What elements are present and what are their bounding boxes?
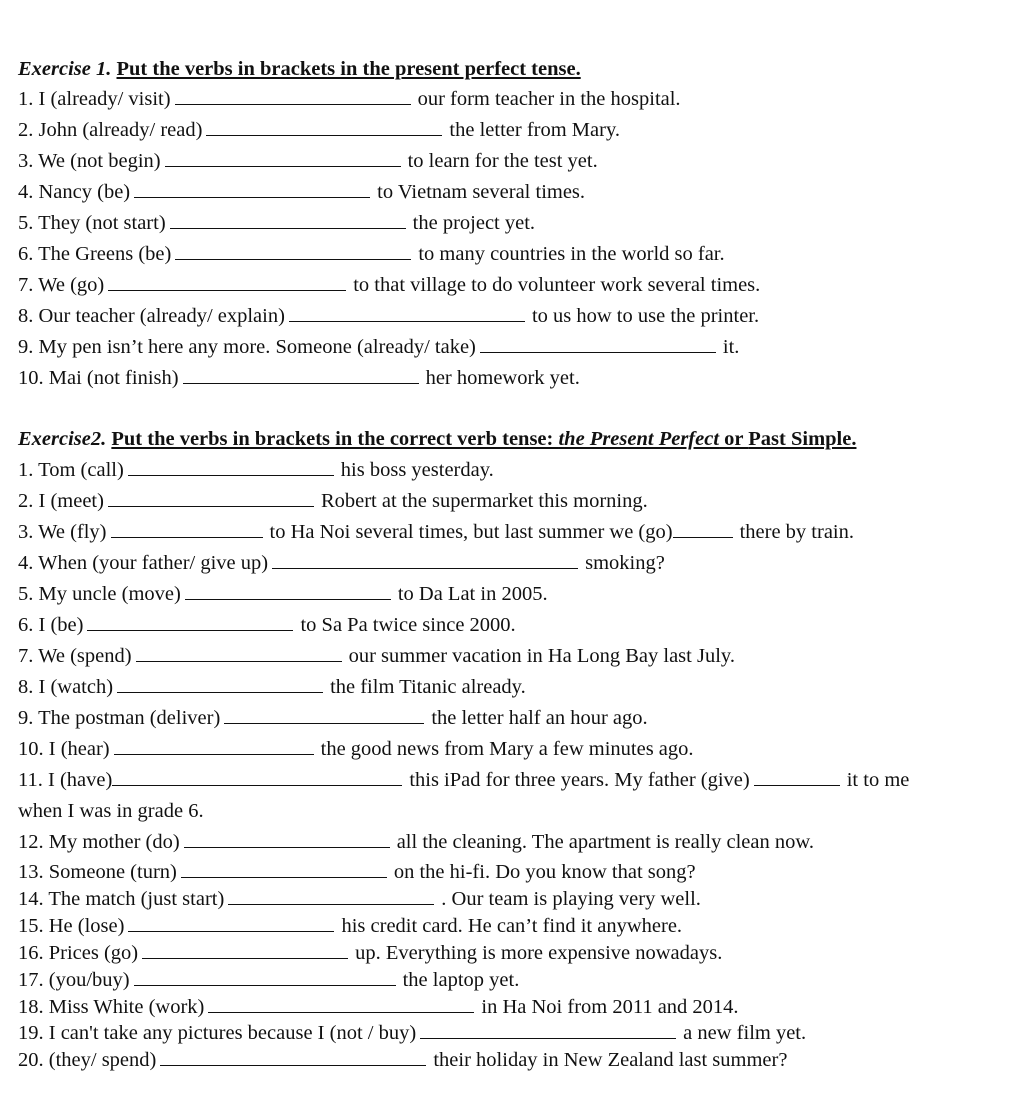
answer-blank[interactable] [112,768,402,786]
item-number: 4. [18,552,34,574]
item-number: 9. [18,707,34,729]
item-rest: the letter half an hour ago. [431,707,648,729]
item-rest: it to me [846,769,910,791]
answer-blank[interactable] [134,968,396,986]
answer-blank[interactable] [160,1048,426,1066]
answer-blank[interactable] [170,211,406,229]
answer-blank[interactable] [175,242,411,260]
answer-blank[interactable] [206,118,442,136]
answer-blank[interactable] [184,830,390,848]
ex2-item-14 [18,887,701,911]
item-prompt: My mother (do) [48,831,180,853]
item-number: 10. [18,738,44,760]
ex2-item-15 [18,914,682,938]
answer-blank[interactable] [114,737,314,755]
item-prompt: We (spend) [38,645,132,667]
item-number: 13. [18,861,44,883]
item-prompt: I (be) [38,614,84,636]
answer-blank[interactable] [272,551,578,569]
item-prompt: They (not start) [38,212,166,234]
item-prompt: (you/buy) [48,969,130,991]
ex2-item-3 [18,520,854,544]
item-rest: his credit card. He can’t find it anywhere. [341,915,683,937]
answer-blank[interactable] [128,914,334,932]
ex1-item-4 [18,180,585,204]
item-rest: to Vietnam several times. [377,181,586,203]
item-prompt: Our teacher (already/ explain) [38,305,285,327]
item-number: 6. [18,614,34,636]
item-prompt: The Greens (be) [38,243,172,265]
item-prompt: When (your father/ give up) [38,552,269,574]
ex2-item-7 [18,644,735,668]
answer-blank[interactable] [108,489,314,507]
ex2-item-5 [18,582,548,606]
item-number: 3. [18,150,34,172]
ex2-item-10 [18,737,694,761]
item-number: 2. [18,119,34,141]
item-prompt: We (fly) [38,521,107,543]
item-rest: in Ha Noi from 2011 and 2014. [481,996,739,1018]
item-number: 4. [18,181,34,203]
item-prompt: I (already/ visit) [38,88,171,110]
item-number: 7. [18,645,34,667]
exercise2-heading [18,427,856,451]
item-number: 7. [18,274,34,296]
ex2-item-2 [18,489,648,513]
item-rest: to learn for the test yet. [407,150,598,172]
item-rest: the laptop yet. [402,969,520,991]
item-rest: smoking? [585,552,665,574]
item-rest: their holiday in New Zealand last summer? [433,1049,788,1071]
ex2-item-11 [18,768,909,792]
item-number: 8. [18,305,34,327]
ex1-item-2 [18,118,620,142]
item-rest: the good news from Mary a few minutes ago. [320,738,694,760]
item-middle: to Ha Noi several times, but last summer we (go) [269,521,673,543]
item-rest: a new film yet. [683,1022,807,1044]
item-prompt: Nancy (be) [38,181,131,203]
item-prompt: The match (just start) [48,888,225,910]
ex1-item-5 [18,211,535,235]
item-prompt: My uncle (move) [38,583,181,605]
answer-blank[interactable] [673,520,733,538]
item-rest: . Our team is playing very well. [441,888,701,910]
answer-blank[interactable] [165,149,401,167]
item-prompt: I can't take any pictures because I (not / buy) [48,1022,417,1044]
exercise1-title: Put the verbs in brackets in the present perfect tense. [116,58,581,80]
item-rest: the film Titanic already. [330,676,526,698]
answer-blank[interactable] [420,1021,676,1039]
item-prompt: We (go) [38,274,105,296]
item-number: 2. [18,490,34,512]
item-number: 9. [18,336,34,358]
answer-blank[interactable] [289,304,525,322]
item-continuation: when I was in grade 6. [18,800,204,822]
item-rest: her homework yet. [425,367,580,389]
item-rest: to us how to use the printer. [531,305,760,327]
exercise1-label: Exercise 1. [18,58,112,80]
answer-blank[interactable] [224,706,424,724]
item-prompt: Someone (turn) [48,861,177,883]
answer-blank[interactable] [183,366,419,384]
ex2-item-16 [18,941,722,965]
ex1-item-7 [18,273,760,297]
item-rest: to Sa Pa twice since 2000. [300,614,516,636]
ex2-item-18 [18,995,739,1019]
exercise2-title: Put the verbs in brackets in the correct verb tense: the Present Perfect or Past Simple. [111,428,857,450]
item-prompt: Tom (call) [38,459,124,481]
ex1-item-1 [18,87,681,111]
item-prompt: Miss White (work) [48,996,205,1018]
exercise1-heading [18,57,581,81]
item-prompt: I (have) [48,769,113,791]
ex2-item-12 [18,830,814,854]
item-rest: our form teacher in the hospital. [417,88,681,110]
item-number: 17. [18,969,44,991]
ex2-item-9 [18,706,648,730]
item-rest: it. [722,336,740,358]
item-rest: to that village to do volunteer work several times. [353,274,761,296]
ex2-item-13 [18,860,696,884]
item-prompt: Prices (go) [48,942,139,964]
answer-blank[interactable] [108,273,346,291]
ex1-item-6 [18,242,725,266]
item-prompt: I (meet) [38,490,104,512]
answer-blank[interactable] [480,335,716,353]
answer-blank[interactable] [134,180,370,198]
item-prompt: John (already/ read) [38,119,203,141]
item-prompt: (they/ spend) [48,1049,157,1071]
item-prompt: I (hear) [48,738,110,760]
item-rest: his boss yesterday. [340,459,494,481]
answer-blank[interactable] [181,860,387,878]
answer-blank[interactable] [228,887,434,905]
item-middle: this iPad for three years. My father (give) [409,769,750,791]
answer-blank[interactable] [136,644,342,662]
answer-blank[interactable] [208,995,474,1013]
ex1-item-9 [18,335,739,359]
answer-blank[interactable] [87,613,293,631]
answer-blank[interactable] [175,87,411,105]
ex2-item-8 [18,675,526,699]
ex2-item-6 [18,613,516,637]
item-number: 14. [18,888,44,910]
item-number: 12. [18,831,44,853]
item-rest: there by train. [739,521,854,543]
item-number: 5. [18,583,34,605]
item-prompt: We (not begin) [38,150,161,172]
item-prompt: The postman (deliver) [38,707,221,729]
item-number: 20. [18,1049,44,1071]
item-rest: our summer vacation in Ha Long Bay last July. [348,645,735,667]
item-number: 10. [18,367,44,389]
item-number: 15. [18,915,44,937]
ex2-item-20 [18,1048,787,1072]
exercise2-label: Exercise2. [18,428,107,450]
ex2-item-11-cont [18,799,204,823]
item-number: 18. [18,996,44,1018]
answer-blank[interactable] [117,675,323,693]
item-number: 3. [18,521,34,543]
answer-blank[interactable] [128,458,334,476]
answer-blank[interactable] [185,582,391,600]
item-rest: the project yet. [412,212,536,234]
ex2-item-4 [18,551,665,575]
item-rest: to Da Lat in 2005. [397,583,548,605]
item-number: 19. [18,1022,44,1044]
item-rest: on the hi-fi. Do you know that song? [393,861,696,883]
ex1-item-3 [18,149,598,173]
item-number: 1. [18,459,34,481]
answer-blank[interactable] [111,520,263,538]
item-prompt: Mai (not finish) [48,367,179,389]
item-number: 5. [18,212,34,234]
item-rest: to many countries in the world so far. [418,243,725,265]
item-rest: all the cleaning. The apartment is really clean now. [396,831,814,853]
item-rest: Robert at the supermarket this morning. [320,490,648,512]
ex1-item-10 [18,366,580,390]
ex2-item-17 [18,968,519,992]
item-number: 6. [18,243,34,265]
item-prompt: I (watch) [38,676,114,698]
item-rest: up. Everything is more expensive nowadays. [355,942,723,964]
ex1-item-8 [18,304,759,328]
ex2-item-1 [18,458,494,482]
item-number: 11. [18,769,43,791]
item-rest: the letter from Mary. [449,119,620,141]
item-prompt: He (lose) [48,915,125,937]
answer-blank[interactable] [142,941,348,959]
item-number: 8. [18,676,34,698]
ex2-item-19 [18,1021,806,1045]
answer-blank[interactable] [754,768,840,786]
item-prompt: My pen isn’t here any more. Someone (already/ take) [38,336,476,358]
item-number: 16. [18,942,44,964]
item-number: 1. [18,88,34,110]
